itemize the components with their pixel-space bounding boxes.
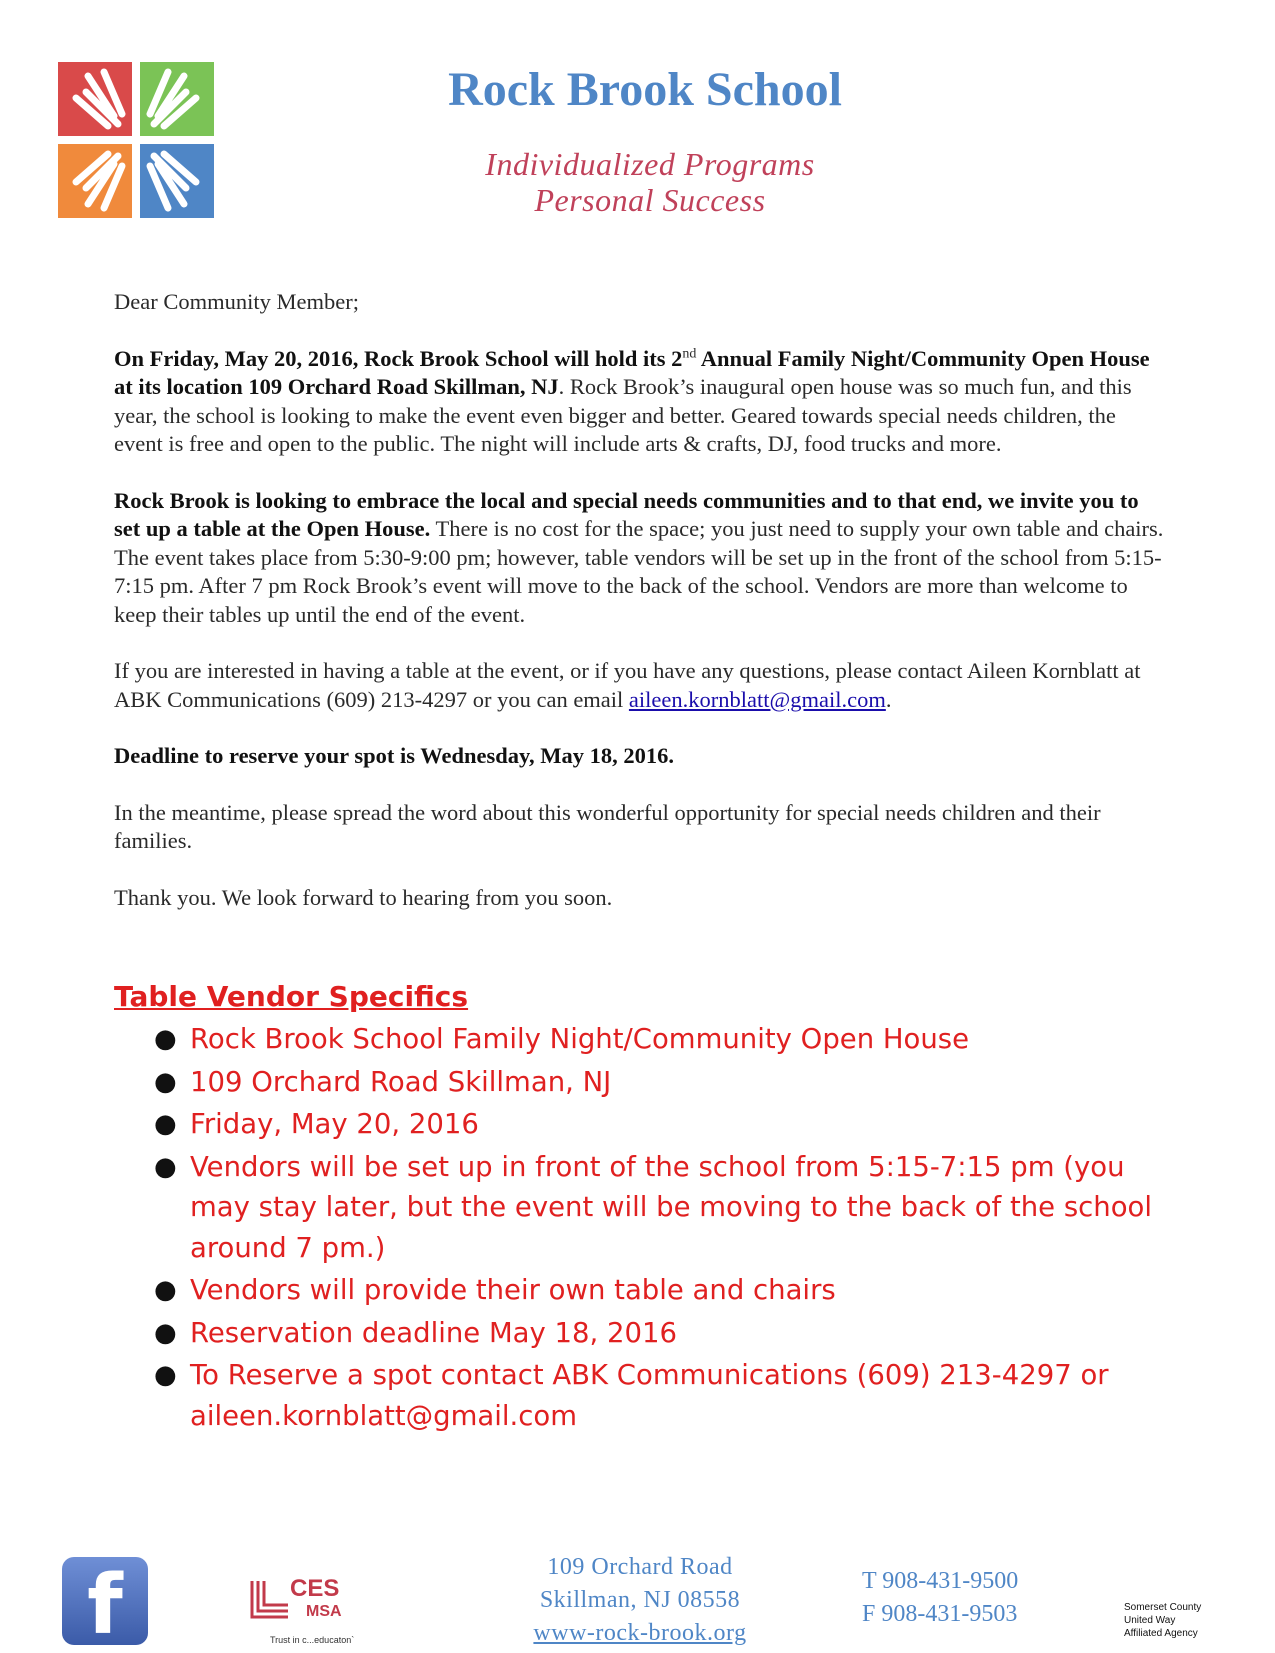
list-item	[114, 1019, 1174, 1060]
footer	[0, 1545, 1275, 1653]
salutation: Dear Community Member;	[114, 289, 359, 314]
address-line-2: Skillman, NJ 08558	[539, 1587, 741, 1613]
ces-trust: Trust in c...educaton`	[270, 1635, 355, 1645]
list-item-text: To Reserve a spot contact ABK Communications (609) 213-4297 or aileen.kornblatt@gmail.com	[190, 1359, 1109, 1432]
list-item-text: 109 Orchard Road Skillman, NJ	[190, 1065, 612, 1098]
deadline-text: Deadline to reserve your spot is Wednesday, May 18, 2016.	[114, 743, 675, 768]
paragraph-event-intro	[114, 345, 1164, 459]
address-line-1: 109 Orchard Road	[547, 1554, 733, 1580]
united-way-line-3: Affiliated Agency	[1124, 1628, 1198, 1639]
united-way-badge	[1124, 1601, 1201, 1640]
united-way-line-2: United Way	[1124, 1615, 1176, 1626]
paragraph-spread-word: In the meantime, please spread the word about this wonderful opportunity for special needs children and their families.	[114, 799, 1101, 853]
hands-logo	[58, 62, 218, 222]
paragraph-deadline	[114, 742, 1164, 771]
facebook-icon[interactable]	[62, 1557, 148, 1653]
ordinal-suffix: nd	[682, 346, 697, 361]
list-item	[114, 1355, 1174, 1436]
bullet-icon: ●	[154, 1024, 177, 1054]
school-title: Rock Brook School	[448, 63, 842, 116]
list-item	[114, 1270, 1174, 1311]
ces-name: CES	[290, 1575, 340, 1602]
contact-text: If you are interested in having a table at the event, or if you have any questions, please contact Aileen Kornblatt at ABK Communications (609) 213-4297 or you can email	[114, 658, 1141, 712]
vendor-specifics	[114, 980, 1174, 1438]
bullet-icon: ●	[154, 1151, 177, 1182]
event-intro-text: . Rock Brook’s inaugural open house was so much fun, and this year, the school is looking to make the event even bigger and better. Geared towards special needs children, the event is free and open to the public. The night will include arts & crafts, DJ, food trucks and more.	[114, 374, 1132, 456]
phone-number: T 908-431-9500	[862, 1568, 1019, 1594]
bullet-icon: ●	[154, 1109, 177, 1139]
table-invite-bold: Rock Brook is looking to embrace the local and special needs communities and to that end, we invite you to set up a table at the Open House.	[114, 487, 1139, 541]
letter-body	[114, 288, 1164, 940]
bullet-icon: ●	[154, 1317, 177, 1348]
tagline-line-2: Personal Success	[534, 182, 766, 218]
vendor-list	[114, 1019, 1174, 1436]
event-intro-bold-b: Annual Family Night/Community Open House at its location 109 Orchard Road Skillman, NJ	[114, 345, 1150, 399]
list-item	[114, 1313, 1174, 1354]
footer-address	[520, 1551, 760, 1650]
bullet-icon: ●	[154, 1360, 177, 1390]
list-item-text: Vendors will provide their own table and chairs	[190, 1274, 836, 1306]
list-item	[114, 1147, 1174, 1269]
list-item-text: Friday, May 20, 2016	[190, 1108, 479, 1140]
ces-sub: MSA	[306, 1603, 342, 1620]
list-item-text: Reservation deadline May 18, 2016	[190, 1316, 677, 1349]
list-item	[114, 1062, 1174, 1103]
united-way-line-1: Somerset County	[1124, 1602, 1202, 1613]
fax-number: F 908-431-9503	[862, 1601, 1018, 1627]
facebook-glyph: f	[87, 1558, 123, 1653]
list-item-text: Vendors will be set up in front of the school from 5:15-7:15 pm (you may stay later, but the event will be moving to the back of the school around 7 pm.)	[190, 1150, 1152, 1264]
paragraph-contact	[114, 657, 1164, 714]
table-invite-text: There is no cost for the space; you just need to supply your own table and chairs. The event takes place from 5:30-9:00 pm; however, table vendors will be set up in the front of the school from 5:15-7:15 pm. After 7 pm Rock Brook’s event will move to the back of the school. Vendors are more than welcome to keep their tables up until the end of the event.	[114, 516, 1164, 627]
tagline-line-1: Individualized Programs	[485, 146, 815, 182]
event-intro-bold-a: On Friday, May 20, 2016, Rock Brook School will hold its 2	[114, 345, 683, 371]
paragraph-table-invite	[114, 487, 1164, 630]
website-link[interactable]: www-rock-brook.org	[533, 1620, 747, 1646]
ces-msa-logo	[248, 1577, 368, 1649]
closing-line: Thank you. We look forward to hearing from you soon.	[114, 884, 613, 910]
list-item-text: Rock Brook School Family Night/Community Open House	[190, 1023, 970, 1055]
ces-mark-icon	[248, 1577, 290, 1621]
footer-phones	[862, 1565, 1018, 1631]
email-link[interactable]: aileen.kornblatt@gmail.com	[628, 686, 886, 712]
list-item	[114, 1104, 1174, 1145]
bullet-icon: ●	[154, 1066, 177, 1097]
vendor-heading: Table Vendor Specifics	[114, 980, 469, 1013]
bullet-icon: ●	[154, 1275, 177, 1305]
contact-end: .	[885, 686, 892, 712]
